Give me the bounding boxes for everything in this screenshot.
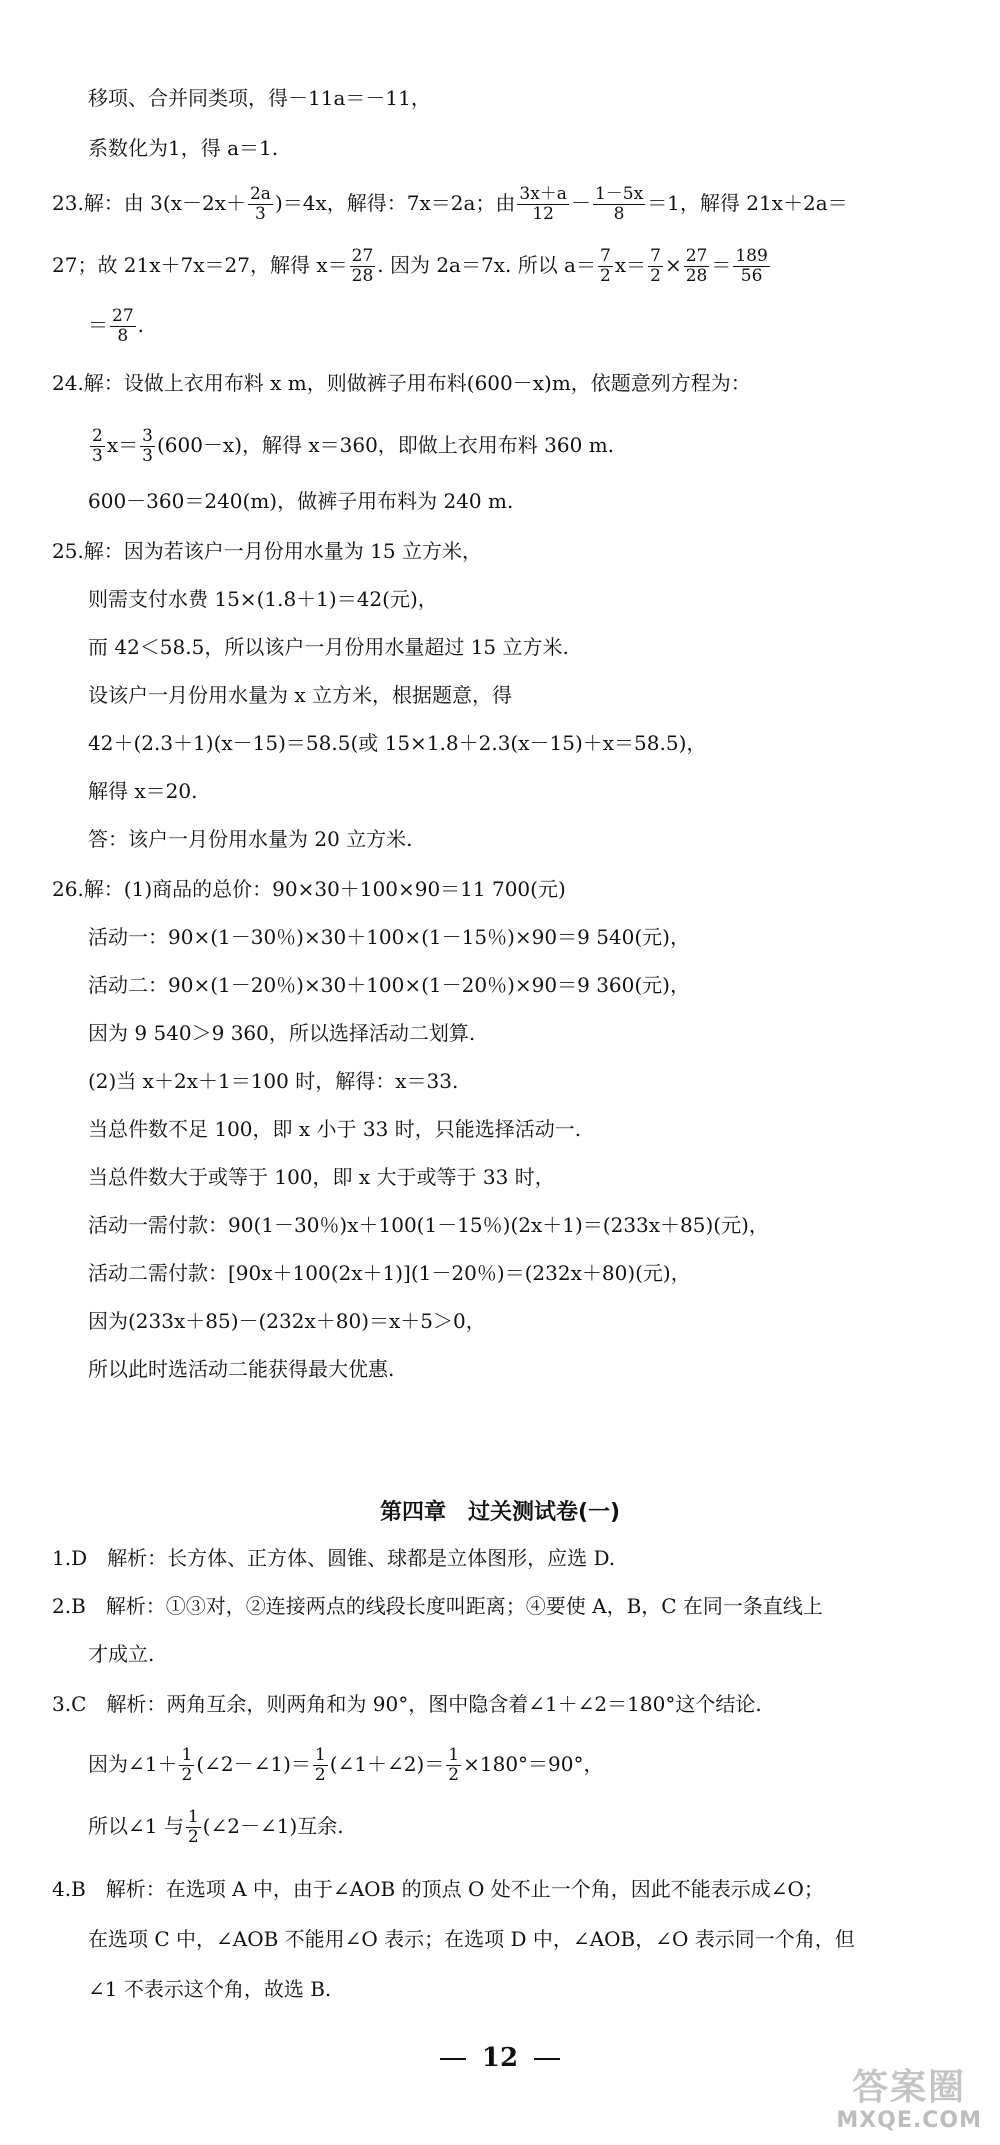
text-line: 所以此时选活动二能获得最大优惠. (88, 1357, 395, 1381)
text-line: 活动二：90×(1－20％)×30＋100×(1－20％)×90＝9 360(元)， (88, 973, 690, 997)
fraction: $\frac{7}{2}$ (650, 246, 661, 286)
text-line: 则需支付水费 15×(1.8＋1)＝42(元)， (88, 587, 438, 611)
fraction: $\frac{7}{2}$ (600, 246, 611, 286)
text-line: 移项、合并同类项，得－11a＝－11， (88, 86, 431, 110)
fraction: $\frac{1}{2}$ (187, 1807, 199, 1847)
fraction: $\frac{3x+a}{12}$ (519, 184, 567, 224)
text-line: 活动二需付款：[90x＋100(2x＋1)](1－20％)＝(232x＋80)(元)， (88, 1261, 691, 1285)
text-line: 活动一需付款：90(1－30％)x＋100(1－15％)(2x＋1)＝(233x＋85)(元)， (88, 1213, 769, 1237)
text-line: 因为∠1＋ $\frac{1}{2}$ (∠2－∠1)＝ $\frac{1}{2}$ (∠1＋∠2)＝ $\frac{1}{2}$ ×180°＝90°， (88, 1745, 604, 1785)
text-line: 当总件数大于或等于 100，即 x 大于或等于 33 时， (88, 1165, 555, 1189)
text-line: ＝ $\frac{27}{8}$ . (88, 306, 144, 346)
fraction: $\frac{2}{3}$ (92, 426, 103, 466)
text-line: 在选项 C 中，∠AOB 不能用∠O 表示；在选项 D 中，∠AOB，∠O 表示同一个角，但 (88, 1927, 855, 1951)
fraction: $\frac{1}{2}$ (181, 1745, 193, 1785)
watermark-logo: 答案圈 (852, 2067, 967, 2108)
text-line: 系数化为1，得 a＝1. (88, 136, 279, 160)
text-line: 24.解：设做上衣用布料 x m，则做裤子用布料(600－x)m，依题意列方程为： (52, 371, 751, 395)
text-line: 1.D 解析：长方体、正方体、圆锥、球都是立体图形，应选 D. (52, 1546, 616, 1570)
fraction: $\frac{1}{2}$ (314, 1745, 326, 1785)
text-line: 所以∠1 与 $\frac{1}{2}$ (∠2－∠1)互余. (88, 1807, 344, 1847)
fraction: $\frac{189}{56}$ (735, 246, 768, 286)
section-heading: 第四章 过关测试卷(一) (379, 1500, 621, 1525)
text-line: 才成立. (88, 1642, 155, 1666)
text-line: 当总件数不足 100，即 x 小于 33 时，只能选择活动一. (88, 1117, 582, 1141)
fraction: $\frac{27}{8}$ (112, 306, 134, 346)
text-line: ∠1 不表示这个角，故选 B. (88, 1977, 332, 2001)
text-line: 因为 9 540＞9 360，所以选择活动二划算. (88, 1021, 476, 1045)
text-line: 23.解：由 3(x－2x＋ $\frac{2a}{3}$ )＝4x，解得：7x＝2a；由 $\frac{3x+a}{12}$ － $\frac{1-5x}{8}$ ＝1，解得 21x＋2a＝ (52, 184, 848, 224)
text-line: 活动一：90×(1－30％)×30＋100×(1－15％)×90＝9 540(元)， (88, 925, 690, 949)
text-line: 2.B 解析：①③对，②连接两点的线段长度叫距离；④要使 A，B，C 在同一条直线上 (52, 1594, 823, 1618)
text-line: $\frac{2}{3}$ x＝ $\frac{3}{3}$ (600－x)，解得 x＝360，即做上衣用布料 360 m. (92, 426, 615, 466)
text-line: 因为(233x＋85)－(232x＋80)＝x＋5＞0， (88, 1309, 486, 1333)
watermark-url: MXQE.COM (836, 2108, 982, 2133)
watermark (836, 2068, 982, 2133)
text-line: 42＋(2.3＋1)(x－15)＝58.5(或 15×1.8＋2.3(x－15)＋x＝58.5)， (88, 731, 707, 755)
text-line: 设该户一月份用水量为 x 立方米，根据题意，得 (88, 683, 512, 707)
fraction: $\frac{2a}{3}$ (249, 184, 271, 224)
fraction: $\frac{3}{3}$ (142, 426, 153, 466)
text-line: 4.B 解析：在选项 A 中，由于∠AOB 的顶点 O 处不止一个角，因此不能表示成∠O； (52, 1877, 824, 1901)
text-line: 而 42＜58.5，所以该户一月份用水量超过 15 立方米. (88, 635, 569, 659)
text-line: 答：该户一月份用水量为 20 立方米. (88, 827, 413, 851)
page-number: 12 (0, 2043, 1000, 2073)
fraction: $\frac{27}{28}$ (351, 246, 374, 286)
fraction: $\frac{1-5x}{8}$ (594, 184, 644, 224)
text-line: 26.解：(1)商品的总价：90×30＋100×90＝11 700(元) (52, 877, 566, 901)
text-line: 25.解：因为若该户一月份用水量为 15 立方米， (52, 539, 482, 563)
text-line: 3.C 解析：两角互余，则两角和为 90°，图中隐含着∠1＋∠2＝180°这个结论. (52, 1692, 762, 1716)
text-line: 解得 x＝20. (88, 779, 198, 803)
fraction: $\frac{1}{2}$ (448, 1745, 460, 1785)
text-line: 27；故 21x＋7x＝27，解得 x＝ $\frac{27}{28}$ . 因为 2a＝7x. 所以 a＝ $\frac{7}{2}$ x＝ $\frac{7}{2}$ × $\frac{27}{28}$ ＝ $\frac{189}{56}$ (52, 246, 768, 286)
text-line: 600－360＝240(m)，做裤子用布料为 240 m. (88, 489, 514, 513)
fraction: $\frac{27}{28}$ (685, 246, 708, 286)
text-line: (2)当 x＋2x＋1＝100 时，解得：x＝33. (88, 1069, 459, 1093)
